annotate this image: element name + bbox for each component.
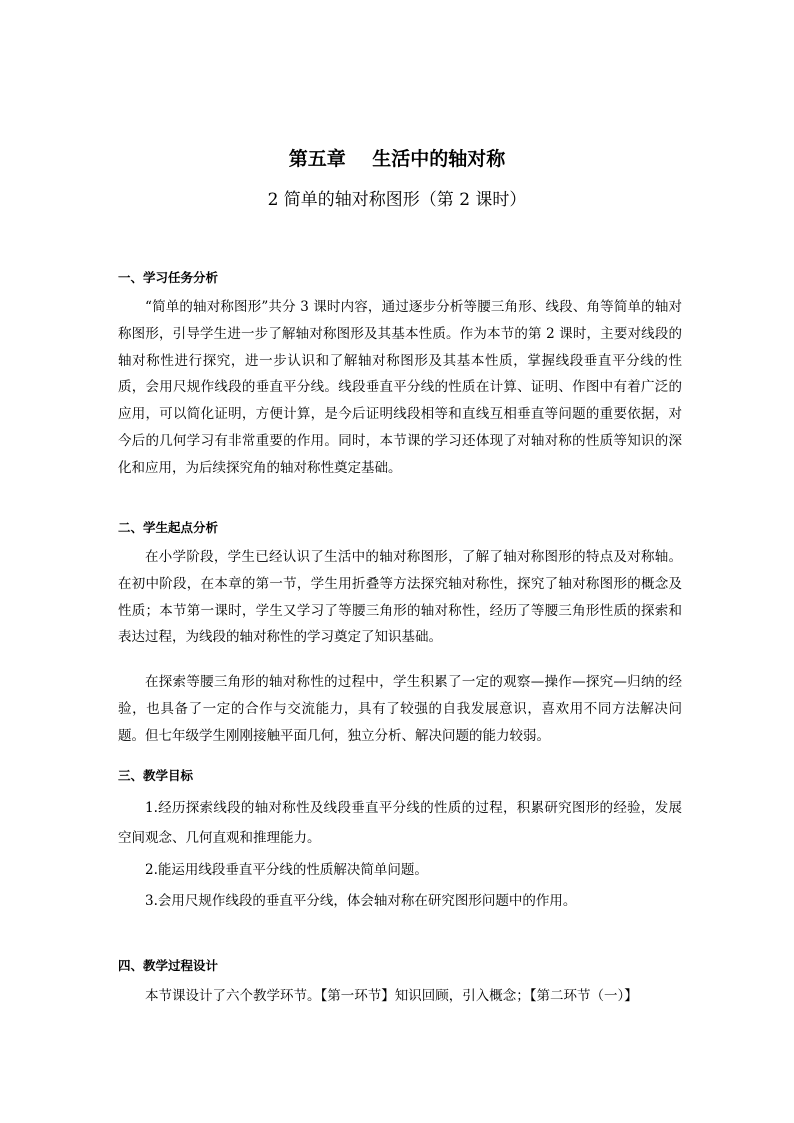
goal-item: 1.经历探索线段的轴对称性及线段垂直平分线的性质的过程，积累研究图形的经验，发展空间观念、几何直观和推理能力。 [118, 800, 682, 846]
chapter-title: 第五章 生活中的轴对称 [288, 148, 506, 170]
section-paragraph: 在探索等腰三角形的轴对称性的过程中，学生积累了一定的观察—操作—探究—归纳的经验，也具备了一定的合作与交流能力，具有了较强的自我发展意识，喜欢用不同方法解决问题。但七年级学生刚刚接触平面几何，独立分析、解决问题的能力较弱。 [118, 674, 682, 744]
lesson-title: 2 简单的轴对称图形（第 2 课时） [267, 190, 527, 210]
section-heading-student-analysis: 二、学生起点分析 [118, 520, 219, 535]
goal-item: 2.能运用线段垂直平分线的性质解决简单问题。 [145, 862, 428, 878]
section-paragraph: 在小学阶段，学生已经认识了生活中的轴对称图形，了解了轴对称图形的特点及对称轴。在初中阶段，在本章的第一节，学生用折叠等方法探究轴对称性，探究了轴对称图形的概念及性质；本节第一课时，学生又学习了等腰三角形的轴对称性，经历了等腰三角形性质的探索和表达过程，为线段的轴对称性的学习奠定了知识基础。 [118, 549, 682, 646]
section-paragraph: “简单的轴对称图形”共分 3 课时内容，通过逐步分析等腰三角形、线段、角等简单的轴对称图形，引导学生进一步了解轴对称图形及其基本性质。作为本节的第 2 课时，主要对线段的轴对称性进行探究，进一步认识和了解轴对称图形及其基本性质，掌握线段垂直平分线的性质，会用尺规作线段的垂直平分线。线段垂直平分线的性质在计算、证明、作图中有着广泛的应用，可以简化证明，方便计算，是今后证明线段相等和直线互相垂直等问题的重要依据，对今后的几何学习有非常重要的作用。同时，本节课的学习还体现了对轴对称的性质等知识的深化和应用，为后续探究角的轴对称性奠定基础。 [118, 299, 682, 476]
section-heading-teaching-goals: 三、教学目标 [118, 768, 194, 783]
section-heading-task-analysis: 一、学习任务分析 [118, 270, 219, 285]
goal-item: 3.会用尺规作线段的垂直平分线，体会轴对称在研究图形问题中的作用。 [145, 893, 577, 909]
section-heading-process-design: 四、教学过程设计 [118, 958, 219, 973]
section-paragraph: 本节课设计了六个教学环节。【第一环节】知识回顾，引入概念；【第二环节（一）】 [145, 988, 638, 1004]
